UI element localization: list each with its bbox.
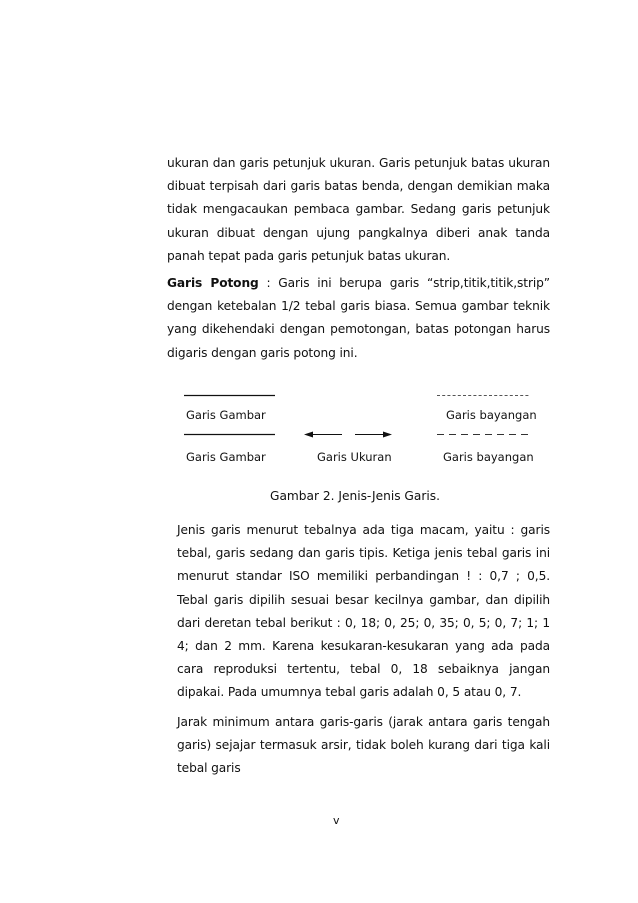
- term-definition: : Garis ini berupa garis “strip,titik,titik,strip” dengan ketebalan 1/2 tebal garis biasa. Semua gambar teknik yang dikehendaki dengan pemotongan, batas potongan harus digaris dengan garis potong ini.: [167, 276, 551, 360]
- paragraph-line-thickness: [177, 519, 550, 705]
- arrow-head-left: [304, 432, 313, 438]
- term-garis-potong: Garis Potong: [167, 276, 259, 290]
- paragraph-text: Jarak minimum antara garis-garis (jarak antara garis tengah garis) sejajar termasuk arsir, tidak boleh kurang dari tiga kali tebal garis: [177, 715, 550, 776]
- label-garis-gambar-top: Garis Gambar: [186, 408, 266, 422]
- figure-caption: Gambar 2. Jenis-Jenis Garis.: [270, 489, 440, 503]
- paragraph-text: ukuran dan garis petunjuk ukuran. Garis petunjuk batas ukuran dibuat terpisah dari garis batas benda, dengan demikian maka tidak mengacaukan pembaca gambar. Sedang garis petunjuk ukuran dibuat dengan ujung pangkalnya diberi anak tanda panah tepat pada garis petunjuk batas ukuran.: [167, 156, 550, 263]
- arrow-head-right: [383, 432, 392, 438]
- paragraph-dimension-lines: [167, 152, 550, 268]
- label-garis-gambar-bottom: Garis Gambar: [186, 450, 266, 464]
- label-garis-bayangan-top: Garis bayangan: [446, 408, 537, 422]
- label-garis-bayangan-bottom: Garis bayangan: [443, 450, 534, 464]
- paragraph-text: [167, 272, 550, 365]
- label-garis-ukuran: Garis Ukuran: [317, 450, 392, 464]
- paragraph-text: Jenis garis menurut tebalnya ada tiga macam, yaitu : garis tebal, garis sedang dan garis tipis. Ketiga jenis tebal garis ini menurut standar ISO memiliki perbandingan ! : 0,7 ; 0,5. Tebal garis dipilih sesuai besar kecilnya gambar, dan dipilih dari deretan tebal berikut : 0, 18; 0, 25; 0, 35; 0, 5; 0, 7; 1; 1 4; dan 2 mm. Karena kesukaran-kesukaran yang ada pada cara reproduksi tertentu, tebal 0, 18 sebaiknya jangan dipakai. Pada umumnya tebal garis adalah 0, 5 atau 0, 7.: [177, 523, 550, 700]
- paragraph-cutting-line: [167, 272, 550, 365]
- paragraph-minimum-distance: [177, 711, 550, 781]
- page-number: v: [333, 814, 340, 827]
